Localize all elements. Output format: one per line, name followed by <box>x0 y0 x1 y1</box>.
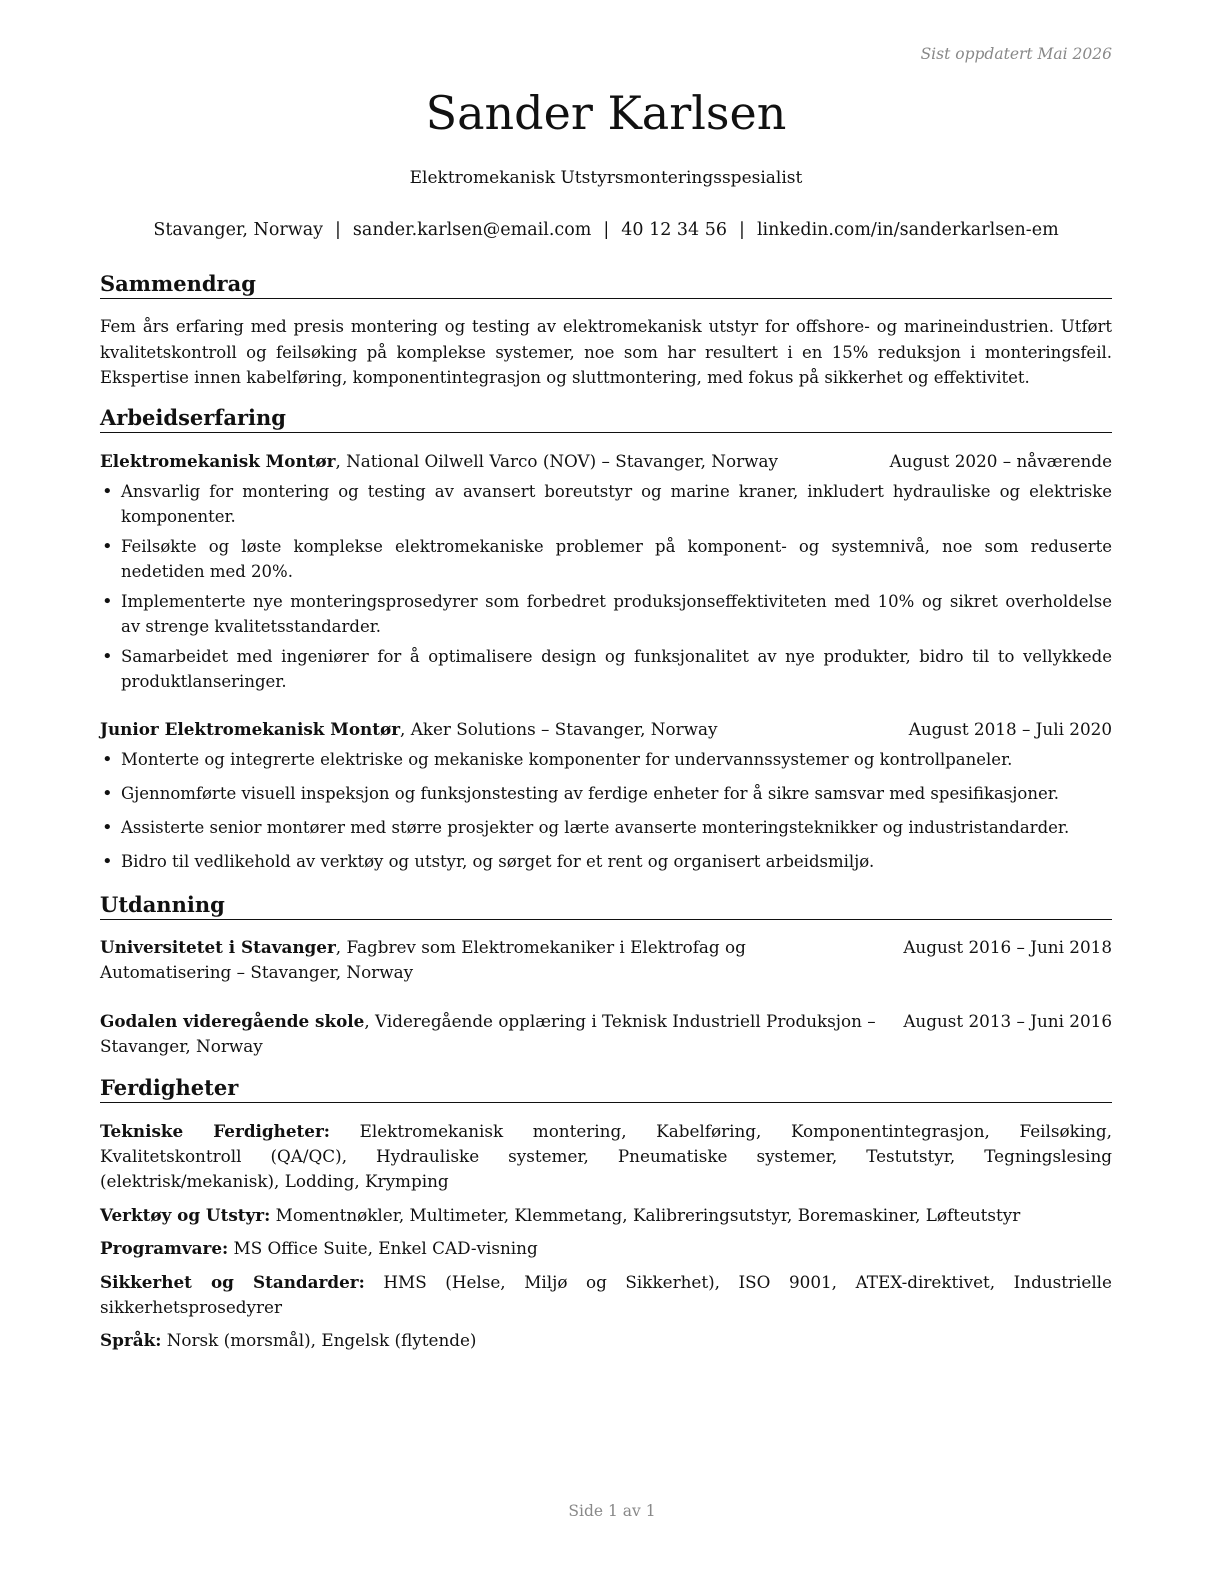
skill-value: MS Office Suite, Enkel CAD-visning <box>228 1238 538 1258</box>
school-detail: , Fagbrev som Elektromekaniker i Elektrofag og Automatisering – Stavanger, Norway <box>100 937 746 982</box>
skill-row <box>100 1203 1112 1228</box>
job-dates: August 2018 – Juli 2020 <box>908 719 1112 739</box>
education-heading: Utdanning <box>100 892 1112 920</box>
skill-value: Norsk (morsmål), Engelsk (flytende) <box>161 1330 477 1350</box>
job-header <box>100 717 1112 742</box>
summary-heading: Sammendrag <box>100 271 1112 299</box>
job-org: , Aker Solutions – Stavanger, Norway <box>400 719 718 739</box>
job-bullet: • Gjennomførte visuell inspeksjon og funksjonstesting av ferdige enheter for å sikre samsvar med spesifikasjoner. <box>100 781 1112 806</box>
skill-row <box>100 1119 1112 1194</box>
skill-row <box>100 1328 1112 1353</box>
contact-email[interactable]: sander.karlsen@email.com <box>352 220 592 240</box>
school-name: Universitetet i Stavanger <box>100 937 336 957</box>
job-bullets <box>100 479 1112 694</box>
education-entry <box>100 1009 1112 1059</box>
education-dates: August 2016 – Juni 2018 <box>903 937 1112 957</box>
job-bullets <box>100 747 1112 874</box>
separator: | <box>739 220 745 240</box>
skill-label: Språk: <box>100 1330 162 1350</box>
school-name: Godalen videregående skole <box>100 1011 365 1031</box>
skills-heading: Ferdigheter <box>100 1075 1112 1103</box>
education-dates: August 2013 – Juni 2016 <box>903 1011 1112 1031</box>
skill-value: Momentnøkler, Multimeter, Klemmetang, Kalibreringsutstyr, Boremaskiner, Løfteutstyr <box>270 1205 1021 1225</box>
contact-location: Stavanger, Norway <box>153 220 324 240</box>
skill-value: HMS (Helse, Miljø og Sikkerhet), ISO 9001, ATEX-direktivet, Industrielle sikkerhetsprosedyrer <box>100 1272 1112 1317</box>
job-role: Junior Elektromekanisk Montør <box>100 719 401 739</box>
job-dates: August 2020 – nåværende <box>889 451 1112 471</box>
job-bullet: • Assisterte senior montører med større prosjekter og lærte avanserte monteringsteknikker og industristandarder. <box>100 815 1112 840</box>
skill-value: Elektromekanisk montering, Kabelføring, Komponentintegrasjon, Feilsøking, Kvalitetskontroll (QA/QC), Hydrauliske systemer, Pneumatiske systemer, Testutstyr, Tegningslesing (elektrisk/mekanisk), Lodding, Krymping <box>100 1121 1112 1191</box>
skill-row <box>100 1236 1112 1261</box>
job-bullet: • Bidro til vedlikehold av verktøy og utstyr, og sørget for et rent og organisert arbeidsmiljø. <box>100 849 1112 874</box>
job-bullet: • Samarbeidet med ingeniører for å optimalisere design og funksjonalitet av nye produkter, bidro til to vellykkede produktlanseringer. <box>100 644 1112 694</box>
last-updated: Sist oppdatert Mai 2026 <box>920 45 1112 63</box>
skill-label: Verktøy og Utstyr: <box>100 1205 271 1225</box>
skill-label: Sikkerhet og Standarder: <box>100 1272 365 1292</box>
job-bullet: • Monterte og integrerte elektriske og mekaniske komponenter for undervannssystemer og kontrollpaneler. <box>100 747 1112 772</box>
job-header <box>100 449 1112 474</box>
job-org: , National Oilwell Varco (NOV) – Stavanger, Norway <box>335 451 778 471</box>
candidate-name: Sander Karlsen <box>425 86 787 140</box>
job-role: Elektromekanisk Montør <box>100 451 336 471</box>
skill-label: Programvare: <box>100 1238 229 1258</box>
summary-text: Fem års erfaring med presis montering og testing av elektromekanisk utstyr for offshore- og marineindustrien. Utført kvalitetskontroll og feilsøking på komplekse systemer, noe som har resultert i en 15% reduksjon i monteringsfeil. Ekspertise innen kabelføring, komponentintegrasjon og sluttmontering, med fokus på sikkerhet og effektivitet. <box>100 317 1112 387</box>
separator: | <box>335 220 341 240</box>
separator: | <box>603 220 610 240</box>
contact-line <box>100 220 1112 240</box>
education-entry <box>100 935 1112 985</box>
contact-phone: 40 12 34 56 <box>621 220 728 240</box>
job-bullet: • Feilsøkte og løste komplekse elektromekaniske problemer på komponent- og systemnivå, noe som reduserte nedetiden med 20%. <box>100 534 1112 584</box>
contact-linkedin[interactable]: linkedin.com/in/sanderkarlsen-em <box>756 220 1059 240</box>
candidate-title: Elektromekanisk Utstyrsmonteringsspesialist <box>409 168 803 188</box>
skill-label: Tekniske Ferdigheter: <box>100 1121 331 1141</box>
experience-heading: Arbeidserfaring <box>100 405 1112 433</box>
job-bullet: • Implementerte nye monteringsprosedyrer som forbedret produksjonseffektiviteten med 10% og sikret overholdelse av strenge kvalitetsstandarder. <box>100 589 1112 639</box>
job-bullet: • Ansvarlig for montering og testing av avansert boreutstyr og marine kraner, inkludert hydrauliske og elektriske komponenter. <box>100 479 1112 529</box>
page-number: Side 1 av 1 <box>568 1502 656 1520</box>
skill-row <box>100 1270 1112 1320</box>
school-detail: , Videregående opplæring i Teknisk Industriell Produksjon – Stavanger, Norway <box>100 1011 876 1056</box>
